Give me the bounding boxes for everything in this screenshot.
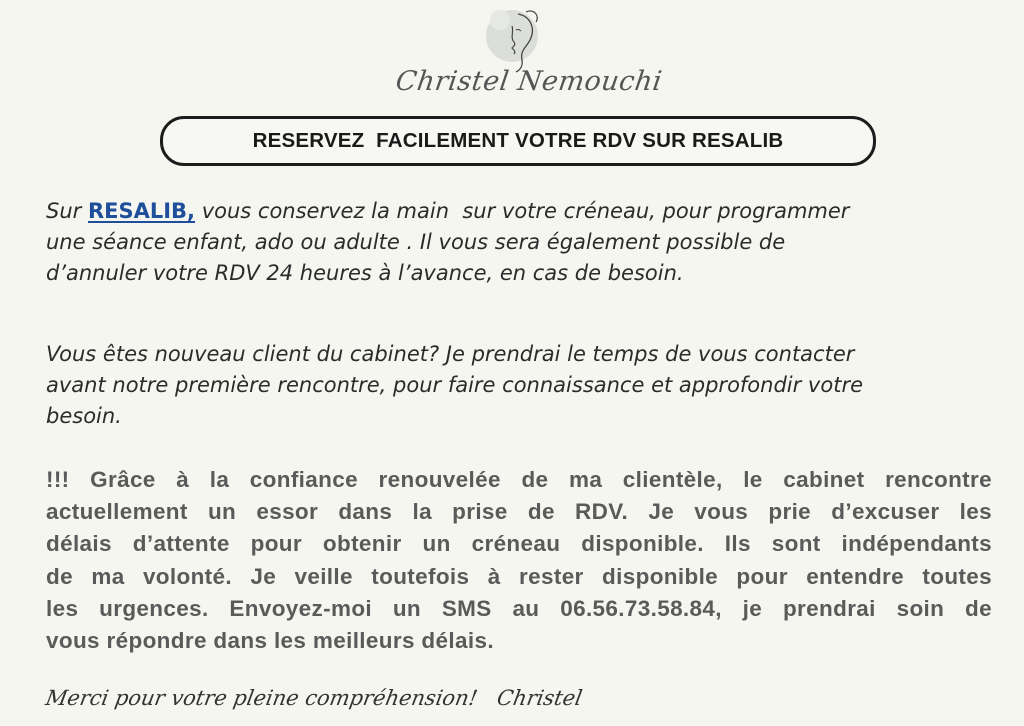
banner-title: RESERVEZ FACILEMENT VOTRE RDV SUR RESALIB (252, 129, 784, 152)
notice-line: les urgences. Envoyez-moi un SMS au 06.56.73.58.84, je prendrai soin de (46, 595, 992, 621)
title-banner (160, 116, 876, 166)
paragraph-line: avant notre première rencontre, pour faire connaissance et approfondir votre (46, 373, 864, 397)
notice-line: de ma volonté. Je veille toutefois à rester disponible pour entendre toutes (46, 563, 992, 589)
paragraph-line: Sur RESALIB, vous conservez la main sur votre créneau, pour programmer (46, 199, 850, 223)
notice-line: vous répondre dans les meilleurs délais. (46, 628, 494, 654)
notice-line: délais d’attente pour obtenir un créneau disponible. Ils sont indépendants (46, 531, 992, 557)
paragraph-resalib (46, 196, 996, 289)
brand-signature: Christel Nemouchi (393, 66, 665, 97)
paragraph-line: d’annuler votre RDV 24 heures à l’avance, en cas de besoin. (46, 261, 684, 285)
paragraph-line: Vous êtes nouveau client du cabinet? Je prendrai le temps de vous contacter (46, 342, 855, 366)
paragraph-line: une séance enfant, ado ou adulte . Il vous sera également possible de (46, 230, 786, 254)
footer-signature: Merci pour votre pleine compréhension! Christel (43, 686, 585, 710)
paragraph-new-client (46, 339, 996, 432)
notice-paragraph (46, 464, 992, 657)
notice-line: !!! Grâce à la confiance renouvelée de ma clientèle, le cabinet rencontre (46, 467, 992, 492)
notice-line: actuellement un essor dans la prise de RDV. Je vous prie d’excuser les (46, 499, 992, 525)
paragraph-line: besoin. (46, 404, 122, 428)
resalib-link[interactable]: RESALIB, (87, 199, 196, 223)
